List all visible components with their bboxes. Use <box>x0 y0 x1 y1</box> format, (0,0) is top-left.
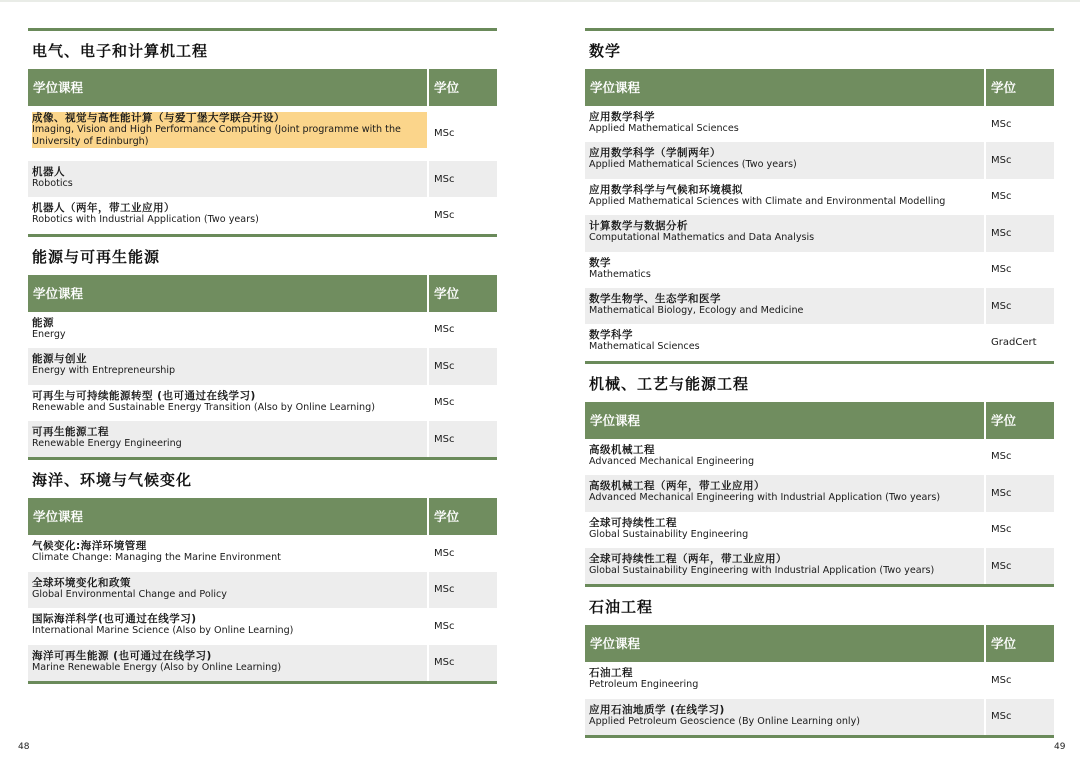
course-name-cn: 高级机械工程（两年，带工业应用） <box>589 480 765 493</box>
table-header <box>28 498 497 535</box>
header-course: 学位课程 <box>585 69 986 106</box>
degree-cell: MSc <box>434 210 455 222</box>
course-name-cn: 机器人 <box>32 166 65 178</box>
course-name-en: Applied Mathematical Sciences with Climate and Environmental Modelling <box>589 195 946 207</box>
course-name-cn: 石油工程 <box>589 667 633 680</box>
table-row <box>585 439 1054 475</box>
course-cell <box>585 324 986 360</box>
program-section <box>28 28 497 234</box>
course-cell <box>28 645 429 681</box>
header-course: 学位课程 <box>28 498 429 535</box>
course-name-cn: 全球可持续性工程（两年，带工业应用） <box>589 552 787 565</box>
program-section <box>585 584 1054 735</box>
course-cell <box>28 385 429 421</box>
course-cell <box>585 662 986 698</box>
table-row <box>585 252 1054 288</box>
course-name-en: Marine Renewable Energy (Also by Online Learning) <box>32 661 282 673</box>
course-name-cn: 数学科学 <box>589 329 633 342</box>
degree-cell: MSc <box>434 620 455 632</box>
degree-cell: MSc <box>991 118 1012 130</box>
table-row <box>585 288 1054 324</box>
course-name-en: Mathematics <box>589 268 651 280</box>
table-header <box>585 402 1054 439</box>
degree-cell: MSc <box>991 227 1012 239</box>
table-row <box>28 312 497 348</box>
table-row <box>585 548 1054 584</box>
degree-cell: MSc <box>991 674 1012 686</box>
course-cell <box>28 106 429 161</box>
course-name-en: Climate Change: Managing the Marine Environment <box>32 552 281 564</box>
degree-cell: MSc <box>991 191 1012 203</box>
course-name-en: Applied Petroleum Geoscience (By Online Learning only) <box>589 715 861 727</box>
header-degree: 学位 <box>434 509 460 525</box>
degree-cell: MSc <box>434 584 455 596</box>
course-cell <box>585 142 986 178</box>
course-name-cn: 可再生能源工程 <box>32 425 109 438</box>
course-name-cn: 应用数学科学与气候和环境模拟 <box>589 183 743 196</box>
course-cell <box>28 421 429 457</box>
header-degree: 学位 <box>991 80 1017 95</box>
header-course: 学位课程 <box>28 69 429 106</box>
course-name-en: Computational Mathematics and Data Analysis <box>589 232 815 244</box>
course-name-en: Advanced Mechanical Engineering with Industrial Application (Two years) <box>589 492 941 504</box>
table-row <box>28 608 497 644</box>
course-name-cn: 海洋可再生能源 (也可通过在线学习) <box>32 649 212 662</box>
course-cell <box>585 512 986 548</box>
table-row <box>28 161 497 197</box>
course-name-en: Advanced Mechanical Engineering <box>589 455 755 467</box>
right-page <box>585 28 1054 738</box>
header-course: 学位课程 <box>28 275 429 312</box>
course-name-en: Global Environmental Change and Policy <box>32 588 227 600</box>
course-cell <box>585 699 986 735</box>
table-row <box>585 215 1054 251</box>
course-name-en: Petroleum Engineering <box>589 679 699 691</box>
degree-cell: MSc <box>991 300 1012 312</box>
course-name-en: Applied Mathematical Sciences (Two years) <box>589 159 797 171</box>
course-name-cn: 数学生物学、生态学和医学 <box>589 292 721 305</box>
course-name-en: Renewable Energy Engineering <box>32 437 182 449</box>
top-edge <box>0 0 1080 2</box>
program-section <box>585 361 1054 585</box>
course-name-en: Renewable and Sustainable Energy Transition (Also by Online Learning) <box>32 401 375 413</box>
table-row <box>585 106 1054 142</box>
course-cell <box>585 106 986 142</box>
table-row <box>585 179 1054 215</box>
course-cell <box>585 215 986 251</box>
degree-cell: MSc <box>434 657 455 669</box>
degree-cell: MSc <box>991 155 1012 167</box>
section-title: 能源与可再生能源 <box>32 247 161 266</box>
course-cell <box>28 312 429 348</box>
course-name-cn: 国际海洋科学(也可通过在线学习) <box>32 613 197 626</box>
section-title: 数学 <box>589 42 622 60</box>
table-row <box>28 348 497 384</box>
course-cell <box>585 288 986 324</box>
table-row <box>28 645 497 681</box>
section-bottom-rule <box>28 681 497 684</box>
course-cell <box>585 475 986 511</box>
page-number-left: 48 <box>18 742 30 752</box>
degree-cell: MSc <box>991 451 1012 463</box>
course-cell <box>28 535 429 571</box>
section-title: 机械、工艺与能源工程 <box>589 374 750 393</box>
table-row <box>585 324 1054 360</box>
course-name-cn: 全球环境变化和政策 <box>32 576 131 589</box>
section-bottom-rule <box>585 735 1054 738</box>
course-name-en: Energy with Entrepreneurship <box>32 365 176 377</box>
program-section <box>585 28 1054 361</box>
program-section <box>28 234 497 458</box>
section-title: 电气、电子和计算机工程 <box>32 42 209 60</box>
course-cell <box>28 572 429 608</box>
section-title: 海洋、环境与气候变化 <box>32 471 193 490</box>
course-name-en: Robotics <box>32 178 73 189</box>
degree-cell: MSc <box>434 173 455 185</box>
table-row <box>585 699 1054 735</box>
course-cell <box>585 548 986 584</box>
table-header <box>585 625 1054 662</box>
table-header <box>585 69 1054 106</box>
degree-cell: MSc <box>434 433 455 445</box>
header-course: 学位课程 <box>585 402 986 439</box>
course-name-cn: 成像、视觉与高性能计算（与爱丁堡大学联合开设） <box>32 112 427 124</box>
course-name-en: Global Sustainability Engineering <box>589 528 749 540</box>
degree-cell: MSc <box>434 324 455 336</box>
course-name-en: Global Sustainability Engineering with Industrial Application (Two years) <box>589 564 935 576</box>
table-row <box>28 197 497 233</box>
section-title: 石油工程 <box>589 598 654 617</box>
degree-cell: MSc <box>434 128 455 139</box>
degree-cell: MSc <box>991 264 1012 276</box>
table-row <box>28 535 497 571</box>
course-name-cn: 可再生与可持续能源转型 (也可通过在线学习) <box>32 389 256 402</box>
course-cell <box>585 439 986 475</box>
course-name-en: International Marine Science (Also by Online Learning) <box>32 625 294 637</box>
course-name-cn: 能源与创业 <box>32 353 87 366</box>
degree-cell: MSc <box>434 360 455 372</box>
course-name-en: Robotics with Industrial Application (Two years) <box>32 214 259 226</box>
course-name-en: Mathematical Biology, Ecology and Medicine <box>589 304 804 316</box>
header-degree: 学位 <box>434 285 460 301</box>
table-row <box>585 512 1054 548</box>
header-course: 学位课程 <box>585 625 986 662</box>
table-header <box>28 275 497 312</box>
course-name-cn: 气候变化:海洋环境管理 <box>32 540 147 553</box>
left-page <box>28 28 497 684</box>
header-degree: 学位 <box>991 412 1017 428</box>
course-cell <box>28 197 429 233</box>
course-name-en: Imaging, Vision and High Performance Computing (Joint programme with the University of Edinburgh) <box>32 124 427 148</box>
table-row <box>28 385 497 421</box>
header-degree: 学位 <box>991 636 1017 652</box>
course-name-en: Mathematical Sciences <box>589 341 700 353</box>
degree-cell: GradCert <box>991 337 1037 349</box>
degree-cell: MSc <box>991 711 1012 723</box>
course-cell <box>585 179 986 215</box>
degree-cell: MSc <box>991 487 1012 499</box>
course-name-cn: 应用石油地质学 (在线学习) <box>589 703 725 716</box>
course-name-en: Applied Mathematical Sciences <box>589 123 739 134</box>
degree-cell: MSc <box>991 560 1012 572</box>
table-row <box>585 142 1054 178</box>
course-name-cn: 全球可持续性工程 <box>589 516 677 529</box>
table-row <box>28 572 497 608</box>
table-row <box>585 475 1054 511</box>
table-row <box>585 662 1054 698</box>
header-degree: 学位 <box>434 80 460 95</box>
course-name-cn: 数学 <box>589 256 611 269</box>
page-number-right: 49 <box>1054 742 1066 752</box>
course-cell <box>28 608 429 644</box>
course-name-cn: 计算数学与数据分析 <box>589 220 688 233</box>
program-section <box>28 457 497 681</box>
course-name-cn: 应用数学科学 <box>589 111 655 123</box>
degree-cell: MSc <box>991 524 1012 536</box>
table-row <box>28 421 497 457</box>
course-cell <box>28 161 429 197</box>
course-name-en: Energy <box>32 328 66 340</box>
table-row <box>28 106 497 161</box>
course-cell <box>28 348 429 384</box>
table-header <box>28 69 497 106</box>
degree-cell: MSc <box>434 548 455 560</box>
course-name-cn: 高级机械工程 <box>589 443 655 456</box>
degree-cell: MSc <box>434 397 455 409</box>
course-name-cn: 应用数学科学（学制两年） <box>589 147 721 160</box>
course-name-cn: 机器人（两年，带工业应用） <box>32 202 175 215</box>
course-cell <box>585 252 986 288</box>
course-name-cn: 能源 <box>32 316 54 329</box>
